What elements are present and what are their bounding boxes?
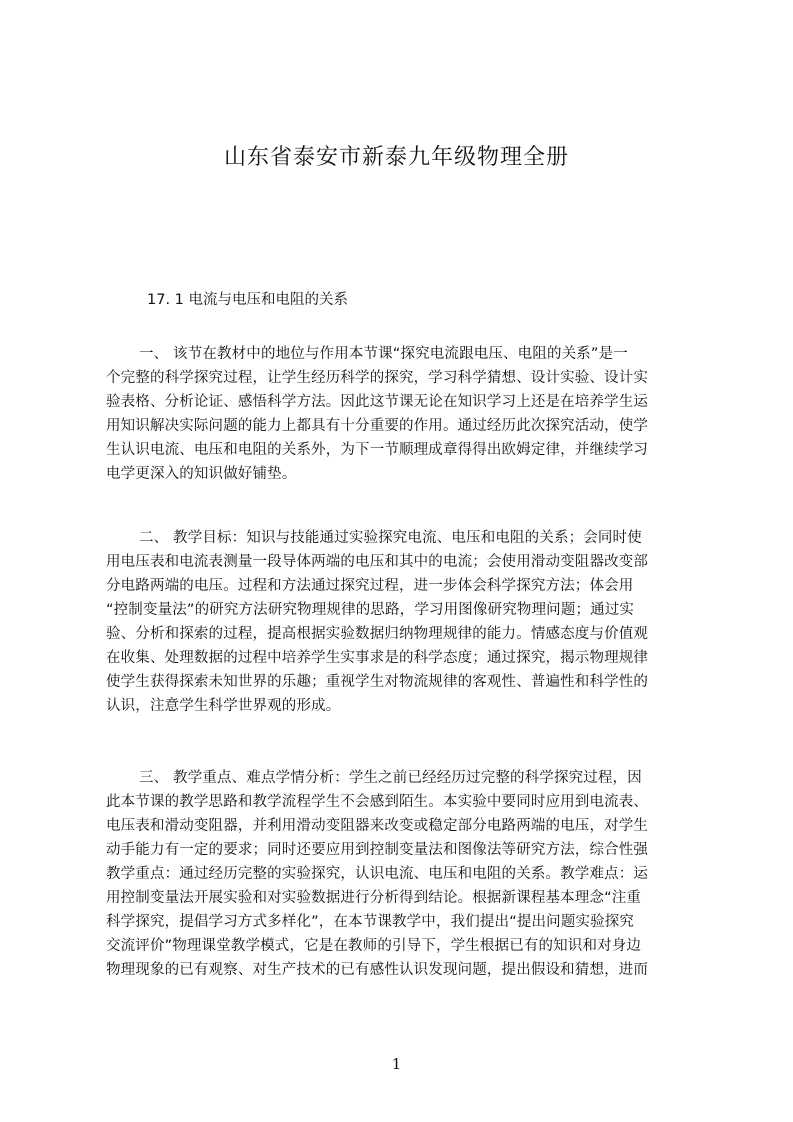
paragraph-line: 认识，注意学生科学世界观的形成。 [106, 698, 341, 714]
paragraph-line: 三、 教学重点、难点学情分析：学生之前已经经历过完整的科学探究过程，因 [139, 770, 642, 786]
document-title: 山东省泰安市新泰九年级物理全册 [223, 145, 569, 170]
paragraph-line: 电压表和滑动变阻器，并利用滑动变阻器来改变或稳定部分电路两端的电压，对学生 [106, 818, 649, 834]
paragraph-line: 使学生获得探索未知世界的乐趣；重视学生对物流规律的客观性、普遍性和科学性的 [106, 674, 649, 690]
paragraph-role-and-position [106, 342, 700, 486]
paragraph-line: 验表格、分析论证、感悟科学方法。因此这节课无论在知识学习上还是在培养学生运 [106, 394, 649, 410]
paragraph-line: 交流评价”物理课堂教学模式，它是在教师的引导下，学生根据已有的知识和对身边 [106, 938, 642, 954]
section-heading: 17. 1 电流与电压和电阻的关系 [147, 292, 349, 308]
paragraph-line: 分电路两端的电压。过程和方法通过探究过程，进一步体会科学探究方法；体会用 [106, 578, 634, 594]
paragraph-line: 用控制变量法开展实验和对实验数据进行分析得到结论。根据新课程基本理念“注重 [106, 890, 642, 906]
paragraph-line: 二、 教学目标：知识与技能通过实验探究电流、电压和电阻的关系；会同时使 [139, 530, 642, 546]
paragraph-line: 教学重点：通过经历完整的实验探究，认识电流、电压和电阻的关系。教学难点：运 [106, 866, 649, 882]
paragraph-key-points-analysis [106, 766, 700, 982]
paragraph-line: 一、 该节在教材中的地位与作用本节课“探究电流跟电压、电阻的关系”是一 [139, 346, 628, 362]
paragraph-line: 此本节课的教学思路和教学流程学生不会感到陌生。本实验中要同时应用到电流表、 [106, 794, 649, 810]
paragraph-teaching-goals [106, 526, 700, 718]
page-number: 1 [391, 1055, 402, 1073]
paragraph-line: “控制变量法”的研究方法研究物理规律的思路，学习用图像研究物理问题；通过实 [106, 602, 635, 618]
paragraph-line: 电学更深入的知识做好铺垫。 [106, 466, 297, 482]
paragraph-line: 验、分析和探索的过程，提高根据实验数据归纳物理规律的能力。情感态度与价值观 [106, 626, 649, 642]
paragraph-line: 物理现象的已有观察、对生产技术的已有感性认识发现问题，提出假设和猜想，进而 [106, 962, 649, 978]
paragraph-line: 科学探究，提倡学习方式多样化”，在本节课教学中，我们提出“提出问题实验探究 [106, 914, 635, 930]
paragraph-line: 在收集、处理数据的过程中培养学生实事求是的科学态度；通过探究，揭示物理规律 [106, 650, 649, 666]
paragraph-line: 用电压表和电流表测量一段导体两端的电压和其中的电流；会使用滑动变阻器改变部 [106, 554, 649, 570]
paragraph-line: 个完整的科学探究过程，让学生经历科学的探究，学习科学猜想、设计实验、设计实 [106, 370, 649, 386]
paragraph-line: 用知识解决实际问题的能力上都具有十分重要的作用。通过经历此次探究活动，使学 [106, 418, 649, 434]
paragraph-line: 动手能力有一定的要求；同时还要应用到控制变量法和图像法等研究方法，综合性强 [106, 842, 649, 858]
paragraph-line: 生认识电流、电压和电阻的关系外，为下一节顺理成章得得出欧姆定律，并继续学习 [106, 442, 649, 458]
